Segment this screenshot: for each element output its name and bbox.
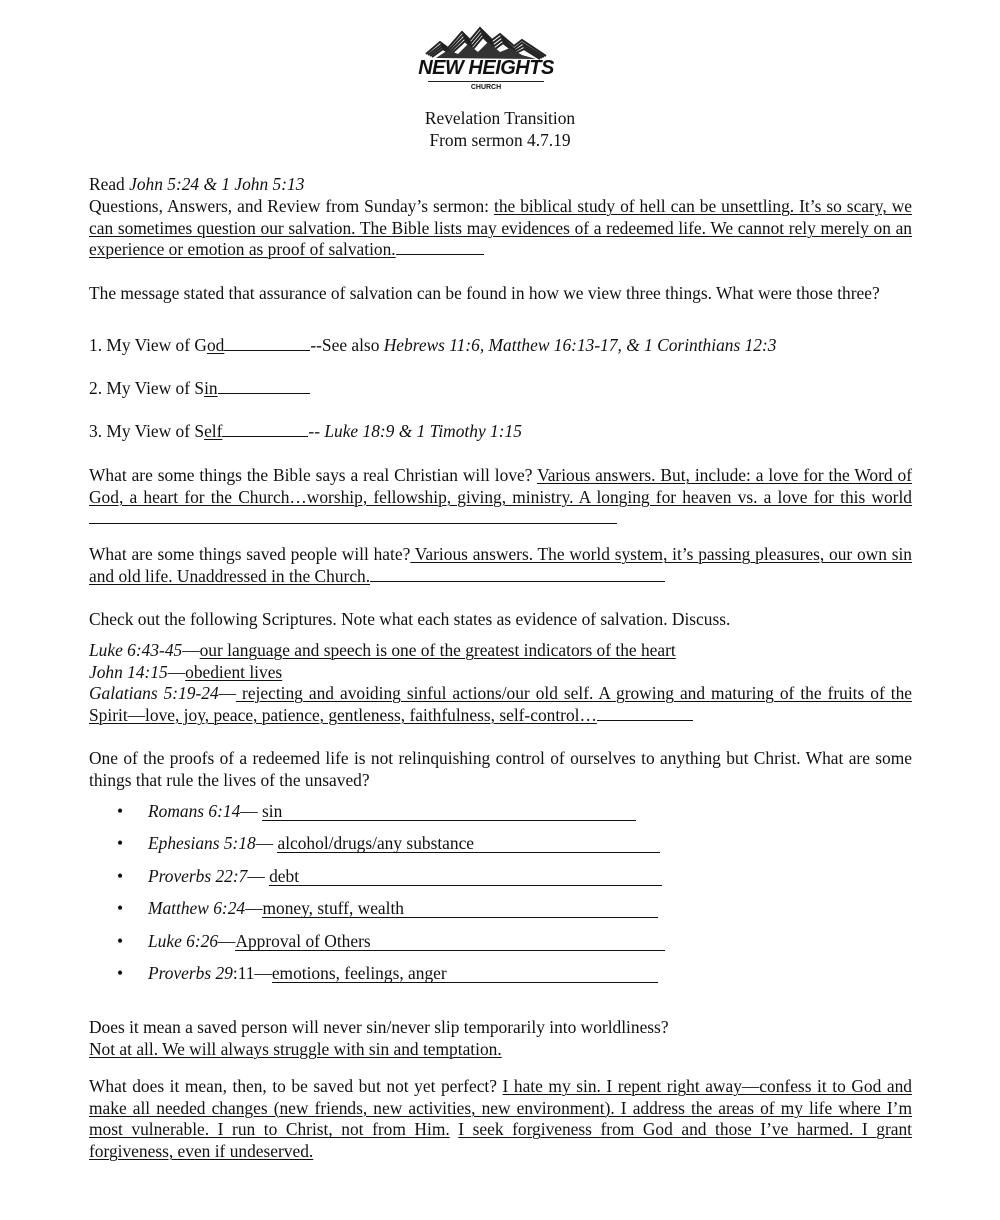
bullet-icon: • [117, 962, 124, 983]
bullet-icon: • [117, 930, 124, 951]
read-prefix: Read [89, 174, 130, 194]
answer-blank [396, 240, 484, 255]
scripture-item [89, 662, 912, 684]
ruler-ref: Proverbs 22:7 [148, 865, 248, 886]
view-suffix: -- [308, 421, 325, 441]
bullet-icon: • [117, 898, 124, 919]
logo-divider [428, 81, 544, 82]
read-ref: John 5:24 & 1 John 5:13 [129, 174, 305, 194]
view-item [89, 335, 912, 357]
ruler-ref: Romans 6:14 [148, 801, 241, 821]
dash: — [245, 898, 263, 919]
intro-paragraph [89, 196, 912, 261]
logo-subtext: CHURCH [470, 84, 502, 91]
message-paragraph: The message stated that assurance of salvation can be found in how we view three things. What were those three? [89, 283, 880, 303]
list-item [89, 801, 912, 833]
scripture-item [89, 640, 912, 662]
ruler-answer [269, 867, 662, 886]
ruler-ref-plain: :11 [232, 962, 255, 983]
hate-paragraph [89, 544, 912, 587]
bullet-icon: • [117, 865, 124, 886]
never-sin-question: Does it mean a saved person will never sin/never slip temporarily into worldliness? [89, 1017, 669, 1037]
ruler-answer-text: money, stuff, wealth [262, 898, 404, 919]
scripture-answer: rejecting and avoiding sinful actions/our old self. A growing and maturing of the fruits of the Spirit—love, joy, peace, patience, gentleness, faithfulness, self-control… [89, 683, 912, 725]
ruler-answer-text: sin [262, 801, 283, 821]
dash: — [167, 662, 186, 682]
scripture-ref: Galatians 5:19-24 [89, 683, 219, 703]
scriptures-intro: Check out the following Scriptures. Note what each states as evidence of salvation. Discuss. [89, 609, 731, 629]
never-sin-answer-line [89, 1039, 912, 1061]
ruler-answer-text: emotions, feelings, anger [271, 962, 447, 983]
perfect-question: What does it mean, then, to be saved but not yet perfect? [89, 1076, 503, 1096]
love-answer: Various answers. But, include: a love for the Word of God, a heart for the Church…worship, fellowship, giving, ministry. A longing for heaven vs. a love for this world [89, 465, 912, 507]
list-item [89, 963, 912, 995]
ruler-ref: Luke 6:26 [148, 930, 219, 951]
view-answer: elf [204, 421, 223, 441]
view-item [89, 421, 912, 443]
view-suffix: --See also [310, 335, 384, 355]
answer-blank [218, 379, 310, 394]
perfect-answer-1: I hate my sin. I repent right away—confess it to God and make all needed changes (new friends, new activities, new environment). I address the areas of my life where I’m most vulnerable. I run to Christ, not from Him. [89, 1076, 912, 1140]
view-answer: in [204, 378, 218, 398]
view-refs: Hebrews 11:6, Matthew 16:13-17, & 1 Corinthians 12:3 [383, 335, 777, 355]
list-item [89, 931, 912, 963]
hate-answer: Various answers. The world system, it’s passing pleasures, our own sin and old life. Unaddressed in the Church. [89, 544, 912, 586]
view-item [89, 378, 912, 400]
bullet-icon: • [117, 833, 124, 854]
list-item [89, 866, 912, 898]
dash: — [254, 962, 272, 983]
ruler-answer [277, 834, 660, 853]
intro-question: Questions, Answers, and Review from Sunday’s sermon: [89, 196, 494, 216]
dash: — [218, 930, 236, 951]
ruler-answer [262, 802, 636, 821]
view-label: 1. My View of G [89, 335, 207, 355]
document-title: Revelation Transition [424, 108, 576, 128]
document-subtitle: From sermon 4.7.19 [429, 130, 571, 150]
scripture-ref: John 14:15 [89, 662, 168, 682]
love-question: What are some things the Bible says a real Christian will love? [89, 465, 538, 485]
perfect-answer-2: I seek forgiveness from God and those I’ve harmed. I grant forgiveness, even if undeserved. [89, 1119, 912, 1161]
view-refs: Luke 18:9 & 1 Timothy 1:15 [324, 421, 522, 441]
ruler-answer [235, 932, 665, 951]
ruler-answer-text: Approval of Others [235, 930, 371, 951]
answer-blank [370, 567, 665, 582]
scripture-answer: obedient lives [185, 662, 283, 682]
view-label: 2. My View of S [89, 378, 205, 398]
ruler-ref: Proverbs 29 [148, 962, 233, 983]
hate-question: What are some things saved people will hate? [89, 544, 411, 564]
love-paragraph [89, 465, 912, 530]
ruler-answer-text: debt [269, 865, 300, 886]
answer-blank [597, 706, 693, 721]
ruler-answer [262, 899, 658, 918]
church-logo [418, 24, 554, 98]
dash: — [218, 683, 237, 703]
ruler-answer-text: alcohol/drugs/any substance [277, 833, 475, 854]
ruler-ref: Ephesians 5:18 [148, 833, 256, 854]
ruler-ref: Matthew 6:24 [148, 898, 246, 919]
perfect-paragraph [89, 1076, 912, 1162]
dash: — [182, 640, 200, 660]
list-item [89, 898, 912, 930]
list-item [89, 833, 912, 865]
view-answer: od [206, 335, 225, 355]
ruler-answer [272, 964, 658, 983]
logo-text: NEW HEIGHTS [418, 57, 554, 79]
answer-blank [89, 509, 617, 524]
answer-blank [224, 336, 310, 351]
dash: — [247, 865, 270, 886]
dash: — [255, 833, 278, 854]
view-label: 3. My View of S [89, 421, 205, 441]
intro-answer: the biblical study of hell can be unsettling. It’s so scary, we can sometimes question our salvation. The Bible lists may evidences of a redeemed life. We cannot rely merely on an experience or emotion as proof of salvation. [89, 196, 912, 260]
rulers-list [89, 801, 912, 995]
never-sin-answer: Not at all. We will always struggle with sin and temptation. [89, 1039, 502, 1059]
scripture-answer: our language and speech is one of the greatest indicators of the heart [199, 640, 676, 660]
bullet-icon: • [117, 801, 124, 821]
proofs-paragraph: One of the proofs of a redeemed life is not relinquishing control of ourselves to anything but Christ. What are some things that rule the lives of the unsaved? [89, 748, 912, 790]
scripture-ref: Luke 6:43-45 [89, 640, 183, 660]
answer-blank [222, 422, 308, 437]
dash: — [240, 801, 263, 821]
scripture-item [89, 683, 912, 726]
read-line [89, 174, 912, 196]
